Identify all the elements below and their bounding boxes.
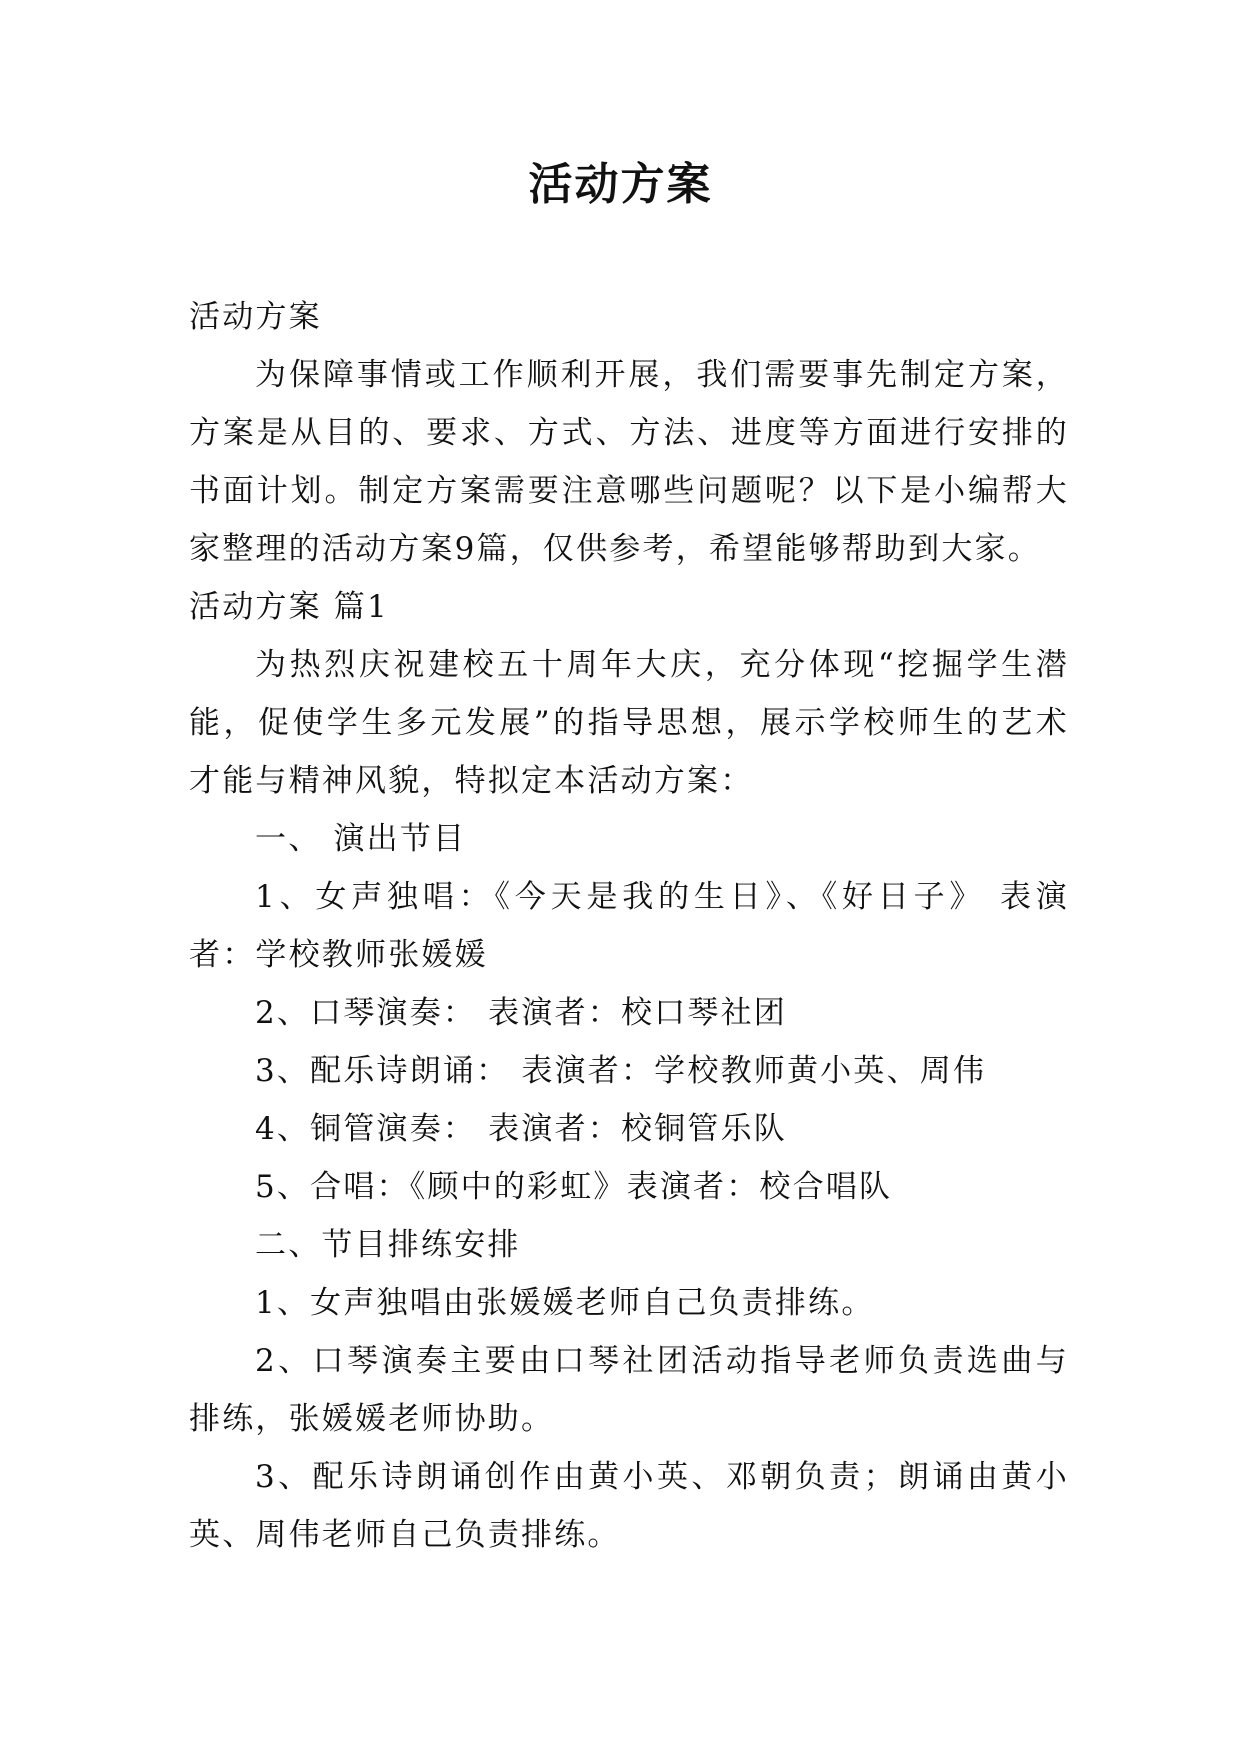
rehearsal-item-3: 3、配乐诗朗诵创作由黄小英、邓朝负责；朗诵由黄小英、周伟老师自己负责排练。 [189, 1459, 1069, 1553]
rehearsal-item-2: 2、口琴演奏主要由口琴社团活动指导老师负责选曲与排练，张媛媛老师协助。 [189, 1343, 1069, 1437]
subheading-rehearsal-plan: 二、节目排练安排 [255, 1227, 521, 1263]
section-heading-part-1: 活动方案 篇1 [189, 589, 389, 625]
program-item-2: 2、口琴演奏： 表演者：校口琴社团 [255, 995, 787, 1031]
document-title: 活动方案 [528, 159, 713, 210]
document-body [189, 288, 1069, 1564]
program-item-5: 5、合唱：《顾中的彩虹》表演者：校合唱队 [255, 1169, 893, 1205]
paragraph-intro-heading: 活动方案 [189, 299, 322, 335]
paragraph-intro: 为保障事情或工作顺利开展，我们需要事先制定方案，方案是从目的、要求、方式、方法、进度等方面进行安排的书面计划。制定方案需要注意哪些问题呢？以下是小编帮大家整理的活动方案9篇，仅供参考，希望能够帮助到大家。 [189, 357, 1069, 567]
program-item-1: 1、女声独唱：《今天是我的生日》、《好日子》 表演者：学校教师张媛媛 [189, 879, 1069, 973]
paragraph-purpose: 为热烈庆祝建校五十周年大庆，充分体现“挖掘学生潜能，促使学生多元发展”的指导思想，展示学校师生的艺术才能与精神风貌，特拟定本活动方案： [189, 647, 1069, 799]
subheading-performance-program: 一、 演出节目 [255, 821, 467, 857]
program-item-4: 4、铜管演奏： 表演者：校铜管乐队 [255, 1111, 787, 1147]
program-item-3: 3、配乐诗朗诵： 表演者：学校教师黄小英、周伟 [255, 1053, 987, 1089]
rehearsal-item-1: 1、女声独唱由张媛媛老师自己负责排练。 [255, 1285, 875, 1321]
